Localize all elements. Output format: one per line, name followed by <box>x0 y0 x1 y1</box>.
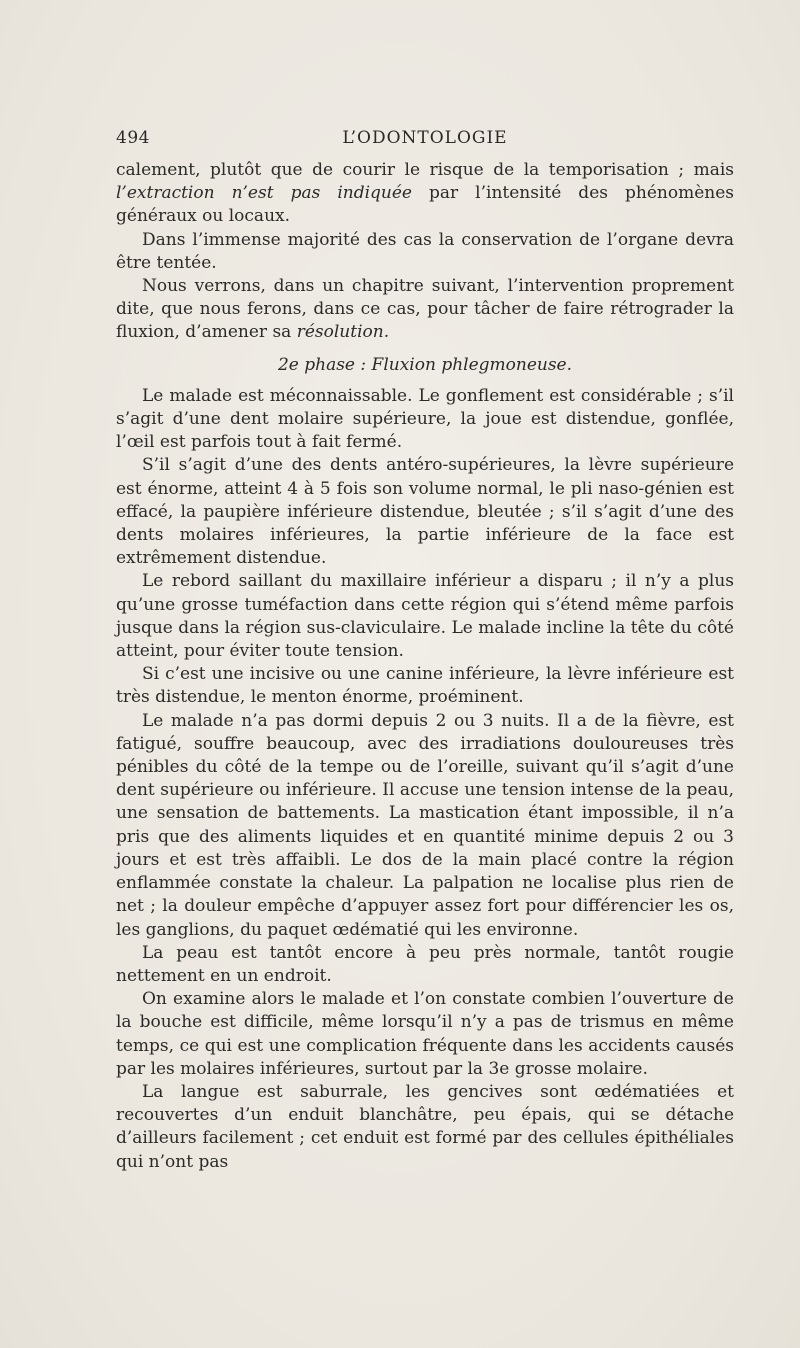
paragraph-7: Si c’est une incisive ou une canine inférieure, la lèvre inférieure est très distendue, le menton énorme, proéminent. <box>116 664 734 708</box>
body-text <box>116 159 734 1174</box>
page-header <box>116 128 734 152</box>
paragraph-2: Dans l’immense majorité des cas la conservation de l’organe devra être tentée. <box>116 229 734 273</box>
paragraph-9: La peau est tantôt encore à peu près normale, tantôt rougie nettement en un endroit. <box>116 942 734 986</box>
paragraph-8: Le malade n’a pas dormi depuis 2 ou 3 nuits. Il a de la fièvre, est fatigué, souffre beaucoup, avec des irradiations douloureuses très pénibles du côté de la tempe ou de l’oreille, suivant qu’il s’agit d’une dent supérieure ou inférieure. Il accuse une tension intense de la peau, une sensation de battements. La mastication étant impossible, il n’a pris que des aliments liquides et en quantité minime depuis 2 ou 3 jours et est très affaibli. Le dos de la main placé contre la région enflammée constate la chaleur. La palpation ne localise plus rien de net ; la douleur empêche d’appuyer assez fort pour différencier les os, les ganglions, du paquet œdématié qui les environne. <box>116 710 734 940</box>
paragraph-6: Le rebord saillant du maxillaire inférieur a disparu ; il n’y a plus qu’une grosse tuméfaction dans cette région qui s’étend même parfois jusque dans la région sus-claviculaire. Le malade incline la tête du côté atteint, pour éviter toute tension. <box>116 571 734 662</box>
paragraph-1-text-b: par l’intensité des phénomènes généraux ou locaux. <box>116 183 734 227</box>
paragraph-3-italic: résolution. <box>296 322 390 343</box>
paragraph-1-text-a: calement, plutôt que de courir le risque de la temporisation ; mais <box>116 160 734 180</box>
running-title: L’ODONTOLOGIE <box>342 128 508 148</box>
paragraph-5: S’il s’agit d’une des dents antéro-supérieures, la lèvre supérieure est énorme, atteint 4 à 5 fois son volume normal, le pli naso-génien est effacé, la paupière inférieure distendue, bleutée ; s’il s’agit d’une des dents molaires inférieures, la partie inférieure de la face est extrêmement distendue. <box>116 455 734 569</box>
page-number: 494 <box>116 128 150 148</box>
paragraph-3 <box>116 275 734 345</box>
paragraph-10: On examine alors le malade et l’on constate combien l’ouverture de la bouche est difficile, même lorsqu’il n’y a pas de trismus en même temps, ce qui est une complication fréquente dans les accidents causés par les molaires inférieures, surtout par la 3e grosse molaire. <box>116 989 734 1079</box>
paragraph-1 <box>116 159 734 229</box>
paragraph-11: La langue est saburrale, les gencives sont œdématiées et recouvertes d’un enduit blanchâtre, peu épais, qui se détache d’ailleurs facilement ; cet enduit est formé par des cellules épithéliales qui n’ont pas <box>116 1081 734 1172</box>
paragraph-3-text: Nous verrons, dans un chapitre suivant, l’intervention proprement dite, que nous ferons, dans ce cas, pour tâcher de faire rétrograder la fluxion, d’amener sa <box>116 276 734 343</box>
paragraph-1-italic: l’extraction n’est pas indiquée <box>116 183 412 204</box>
section-heading: 2e phase : Fluxion phlegmoneuse. <box>277 354 573 375</box>
paragraph-4: Le malade est méconnaissable. Le gonflement est considérable ; s’il s’agit d’une dent molaire supérieure, la joue est distendue, gonflée, l’œil est parfois tout à fait fermé. <box>116 385 734 453</box>
